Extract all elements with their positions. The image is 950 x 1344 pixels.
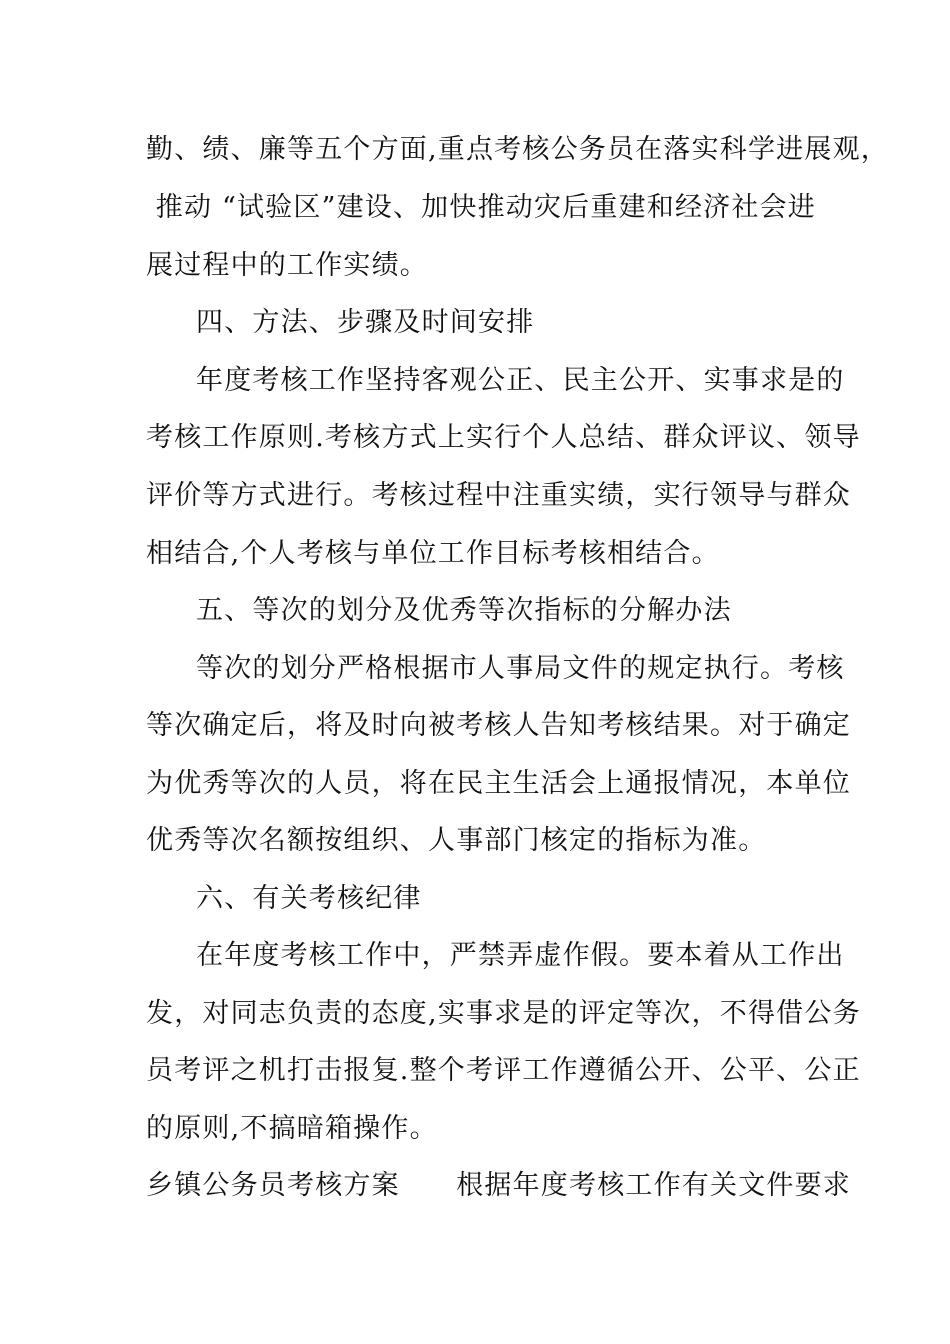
text-line: 为优秀等次的人员，将在民主生活会上通报情况，本单位	[146, 768, 851, 799]
section-heading: 六、有关考核纪律	[196, 883, 422, 914]
section-heading: 四、方法、步骤及时间安排	[196, 307, 535, 338]
text-line: 乡镇公务员考核方案 根据年度考核工作有关文件要求	[146, 1170, 851, 1201]
text-line: 展过程中的工作实绩。	[146, 250, 428, 281]
text-line: 相结合,个人考核与单位工作目标考核相结合。	[146, 538, 720, 569]
text-line: 优秀等次名额按组织、人事部门核定的指标为准。	[146, 825, 767, 856]
text-line: 发，对同志负责的态度,实事求是的评定等次，不得借公务	[146, 998, 861, 1029]
text-line: 评价等方式进行。考核过程中注重实绩，实行领导与群众	[146, 480, 851, 511]
text-line: 员考评之机打击报复.整个考评工作遵循公开、公平、公正	[146, 1055, 861, 1086]
text-line: 推动 “试验区”建设、加快推动灾后重建和经济社会进	[146, 192, 816, 223]
text-line: 年度考核工作坚持客观公正、民主公开、实事求是的	[196, 365, 845, 396]
text-line: 等次确定后，将及时向被考核人告知考核结果。对于确定	[146, 710, 851, 741]
text-line: 勤、绩、廉等五个方面,重点考核公务员在落实科学进展观，	[146, 134, 889, 165]
text-line: 考核工作原则.考核方式上实行个人总结、群众评议、领导	[146, 422, 861, 453]
text-line: 等次的划分严格根据市人事局文件的规定执行。考核	[196, 653, 845, 684]
text-line: 在年度考核工作中，严禁弄虚作假。要本着从工作出	[196, 940, 845, 971]
section-heading: 五、等次的划分及优秀等次指标的分解办法	[196, 595, 732, 626]
text-line: 的原则,不搞暗箱操作。	[146, 1113, 438, 1144]
